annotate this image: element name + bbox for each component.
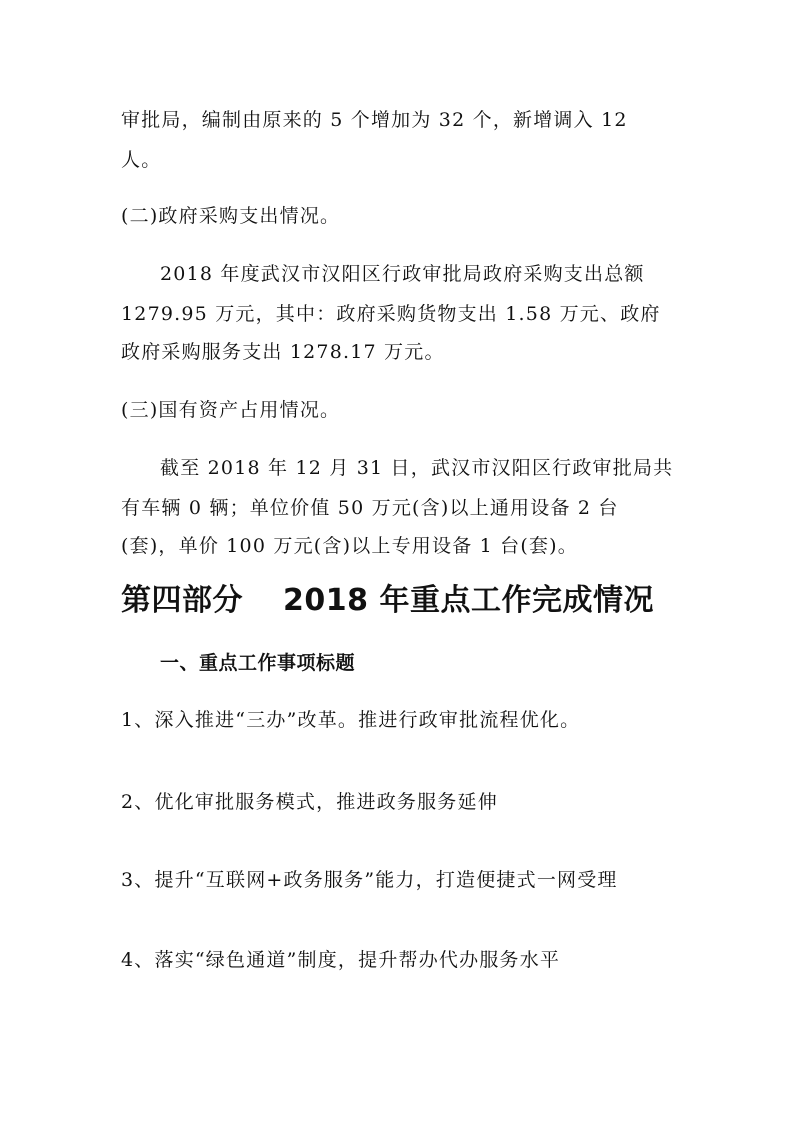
staffing-text-line-2: 人。 (121, 149, 162, 171)
procurement-text-line-3: 政府采购服务支出 1278.17 万元。 (121, 341, 445, 363)
assets-section-heading: (三)国有资产占用情况。 (121, 399, 341, 421)
procurement-text-line-2: 1279.95 万元，其中：政府采购货物支出 1.58 万元、政府 (121, 303, 661, 325)
key-work-item-2: 2、优化审批服务模式，推进政务服务延伸 (121, 791, 498, 813)
part-four-title: 2018 年重点工作完成情况 (283, 583, 654, 618)
key-work-item-4: 4、落实“绿色通道”制度，提升帮办代办服务水平 (121, 949, 561, 971)
procurement-section-heading: (二)政府采购支出情况。 (121, 205, 341, 227)
staffing-text-line-1: 审批局，编制由原来的 5 个增加为 32 个，新增调入 12 (121, 109, 628, 131)
procurement-text-line-1: 2018 年度武汉市汉阳区行政审批局政府采购支出总额 (160, 263, 645, 285)
key-work-item-3: 3、提升“互联网+政务服务”能力，打造便捷式一网受理 (121, 869, 618, 891)
assets-text-line-2: 有车辆 0 辆；单位价值 50 万元(含)以上通用设备 2 台 (121, 497, 619, 519)
key-work-subheading: 一、重点工作事项标题 (160, 652, 356, 674)
part-four-heading (121, 583, 654, 619)
key-work-item-1: 1、深入推进“三办”改革。推进行政审批流程优化。 (121, 709, 581, 731)
part-four-label: 第四部分 (121, 583, 243, 618)
assets-text-line-1: 截至 2018 年 12 月 31 日，武汉市汉阳区行政审批局共 (160, 457, 674, 479)
assets-text-line-3: (套)，单价 100 万元(含)以上专用设备 1 台(套)。 (121, 535, 578, 557)
